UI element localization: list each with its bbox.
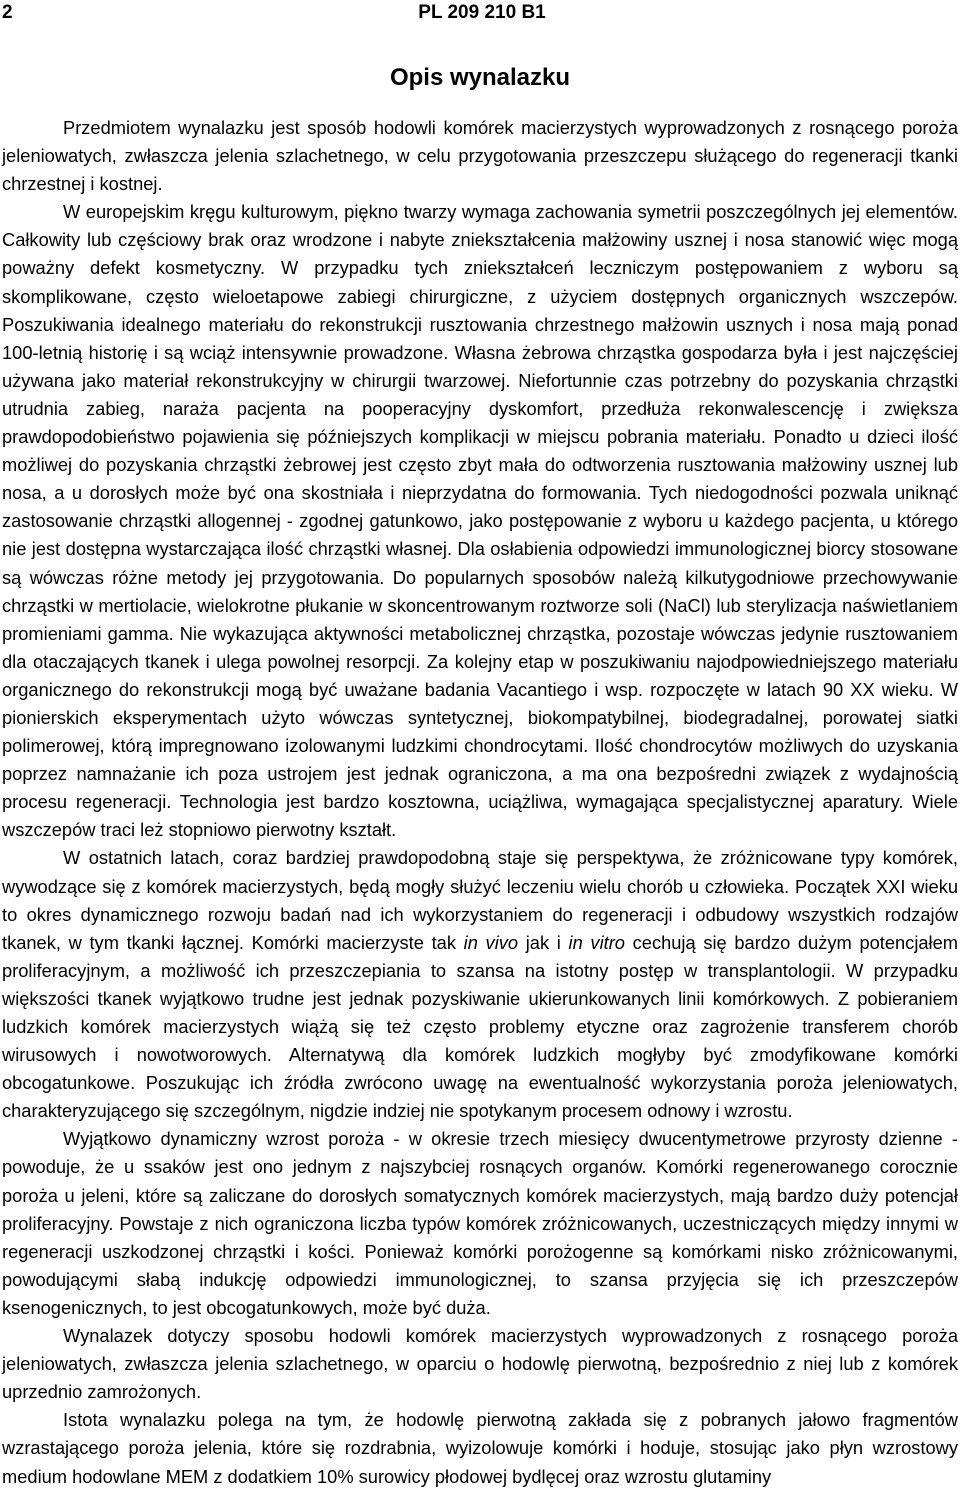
paragraph-background: W europejskim kręgu kulturowym, piękno twarzy wymaga zachowania symetrii poszczególnych jej elementów. Całkowity lub częściowy brak oraz wrodzone i nabyte zniekształcenia małżowiny usznej i nosa stanowić więc mogą poważny defekt kosmetyczny. W przypadku tych zniekształceń leczniczym postępowaniem z wyboru są skomplikowane, często wieloetapowe zabiegi chirurgiczne, z użyciem dostępnych organicznych wszczepów. Poszukiwania idealnego materiału do rekonstrukcji rusztowania chrzestnego małżowin usznych i nosa mają ponad 100-letnią historię i są wciąż intensywnie prowadzone. Własna żebrowa chrząstka gospodarza była i jest najczęściej używana jako materiał rekonstrukcyjny w chirurgii twarzowej. Niefortunnie czas potrzebny do pozyskania chrząstki utrudnia zabieg, naraża pacjenta na pooperacyjny dyskomfort, przedłuża rekonwalescencję i zwiększa prawdopodobieństwo pojawienia się późniejszych komplikacji w miejscu pobrania materiału. Ponadto u dzieci ilość możliwej do pozyskania chrząstki żebrowej jest często zbyt mała do odtworzenia rusztowania małżowiny usznej lub nosa, a u dorosłych może być ona skostniała i nieprzydatna do formowania. Tych niedogodności pozwala uniknąć zastosowanie chrząstki allogennej - zgodnej gatunkowo, jako postępowanie z wyboru u każdego pacjenta, u którego nie jest dostępna wystarczająca ilość chrząstki własnej. Dla osłabienia odpowiedzi immunologicznej biorcy stosowane są wówczas różne metody jej przygotowania. Do popularnych sposobów należą kilkutygodniowe przechowywanie chrząstki w mertiolacie, wielokrotne płukanie w skoncentrowanym roztworze soli (NaCl) lub sterylizacja naświetlaniem promieniami gamma. Nie wykazująca aktywności metabolicznej chrząstka, pozostaje wówczas jedynie rusztowaniem dla otaczających tkanek i ulega powolnej resorpcji. Za kolejny etap w poszukiwaniu najodpowiedniejszego materiału organicznego do rekonstrukcji mogą być uważane badania Vacantiego i wsp. rozpoczęte w latach 90 XX wieku. W pionierskich eksperymentach użyto wówczas syntetycznej, biokompatybilnej, biodegradalnej, porowatej siatki polimerowej, którą impregnowano izolowanymi ludzkimi chondrocytami. Ilość chondrocytów możliwych do uzyskania poprzez namnażanie ich poza ustrojem jest jednak ograniczona, a ma ona bezpośredni związek z wydajnością procesu regeneracji. Technologia jest bardzo kosztowna, uciążliwa, wymagająca specjalistycznej aparatury. Wiele wszczepów traci leż stopniowo pierwotny kształt. bbox=[2, 201, 958, 841]
paragraph-subject: Przedmiotem wynalazku jest sposób hodowli komórek macierzystych wyprowadzonych z rosnącego poroża jeleniowatych, zwłaszcza jelenia szlachetnego, w celu przygotowania przeszczepu służącego do regeneracji tkanki chrzestnej i kostnej. bbox=[2, 117, 958, 195]
page-header bbox=[2, 2, 960, 26]
paragraph-essence: Istota wynalazku polega na tym, że hodowlę pierwotną zakłada się z pobranych jałowo fragmentów wzrastającego poroża jelenia, które się rozdrabnia, wyizolowuje komórki i hoduje, stosując jako płyn wzrostowy medium hodowlane MEM z dodatkiem 10% surowicy płodowej bydlęcej oraz wzrostu glutaminy bbox=[2, 1409, 958, 1487]
paragraph-stem-cells: W ostatnich latach, coraz bardziej prawdopodobną staje się perspektywa, że zróżnicowane typy komórek, wywodzące się z komórek macierzystych, będą mogły służyć leczeniu wielu chorób u człowieka. Początek XXI wieku to okres dynamicznego rozwoju badań nad ich wykorzystaniem do regeneracji i odbudowy wszystkich rodzajów tkanek, w tym tkanki łącznej. Komórki macierzyste tak in vivo jak i in vitro cechują się bardzo dużym potencjałem proliferacyjnym, a możliwość ich przeszczepiania to szansa na istotny postęp w transplantologii. W przypadku większości tkanek wyjątkowo trudne jest jednak pozyskiwanie ukierunkowanych linii komórkowych. Z pobieraniem ludzkich komórek macierzystych wiążą się też często problemy etyczne oraz zagrożenie transferem chorób wirusowych i nowotworowych. Alternatywą dla komórek ludzkich mogłyby być zmodyfikowane komórki obcogatunkowe. Poszukując ich źródła zwrócono uwagę na ewentualność wykorzystania poroża jeleniowatych, charakteryzującego się szczególnym, nigdzie indziej nie spotykanym procesem odnowy i wzrostu. bbox=[2, 847, 959, 1122]
document-body bbox=[2, 114, 958, 1491]
paragraph-antler-growth: Wyjątkowo dynamiczny wzrost poroża - w okresie trzech miesięcy dwucentymetrowe przyrosty dzienne - powoduje, że u ssaków jest ono jednym z najszybciej rosnących organów. Komórki regenerowanego corocznie poroża u jeleni, które są zaliczane do dorosłych somatycznych komórek macierzystych, mają bardzo duży potencjał proliferacyjny. Powstaje z nich ograniczona liczba typów komórek zróżnicowanych, uczestniczących między innymi w regeneracji uszkodzonej chrząstki i kości. Ponieważ komórki porożogenne są komórkami nisko zróżnicowanymi, powodującymi słabą indukcję odpowiedzi immunologicznej, to szansa przyjęcia się ich przeszczepów ksenogenicznych, to jest obcogatunkowych, może być duża. bbox=[2, 1128, 958, 1318]
page-number: 2 bbox=[2, 2, 13, 23]
patent-number: PL 209 210 B1 bbox=[418, 2, 546, 23]
document-title: Opis wynalazku bbox=[389, 64, 571, 91]
paragraph-invention: Wynalazek dotyczy sposobu hodowli komórek macierzystych wyprowadzonych z rosnącego poroża jeleniowatych, zwłaszcza jelenia szlachetnego, w oparciu o hodowlę pierwotną, bezpośrednio z niej lub z komórek uprzednio zamrożonych. bbox=[2, 1325, 958, 1403]
